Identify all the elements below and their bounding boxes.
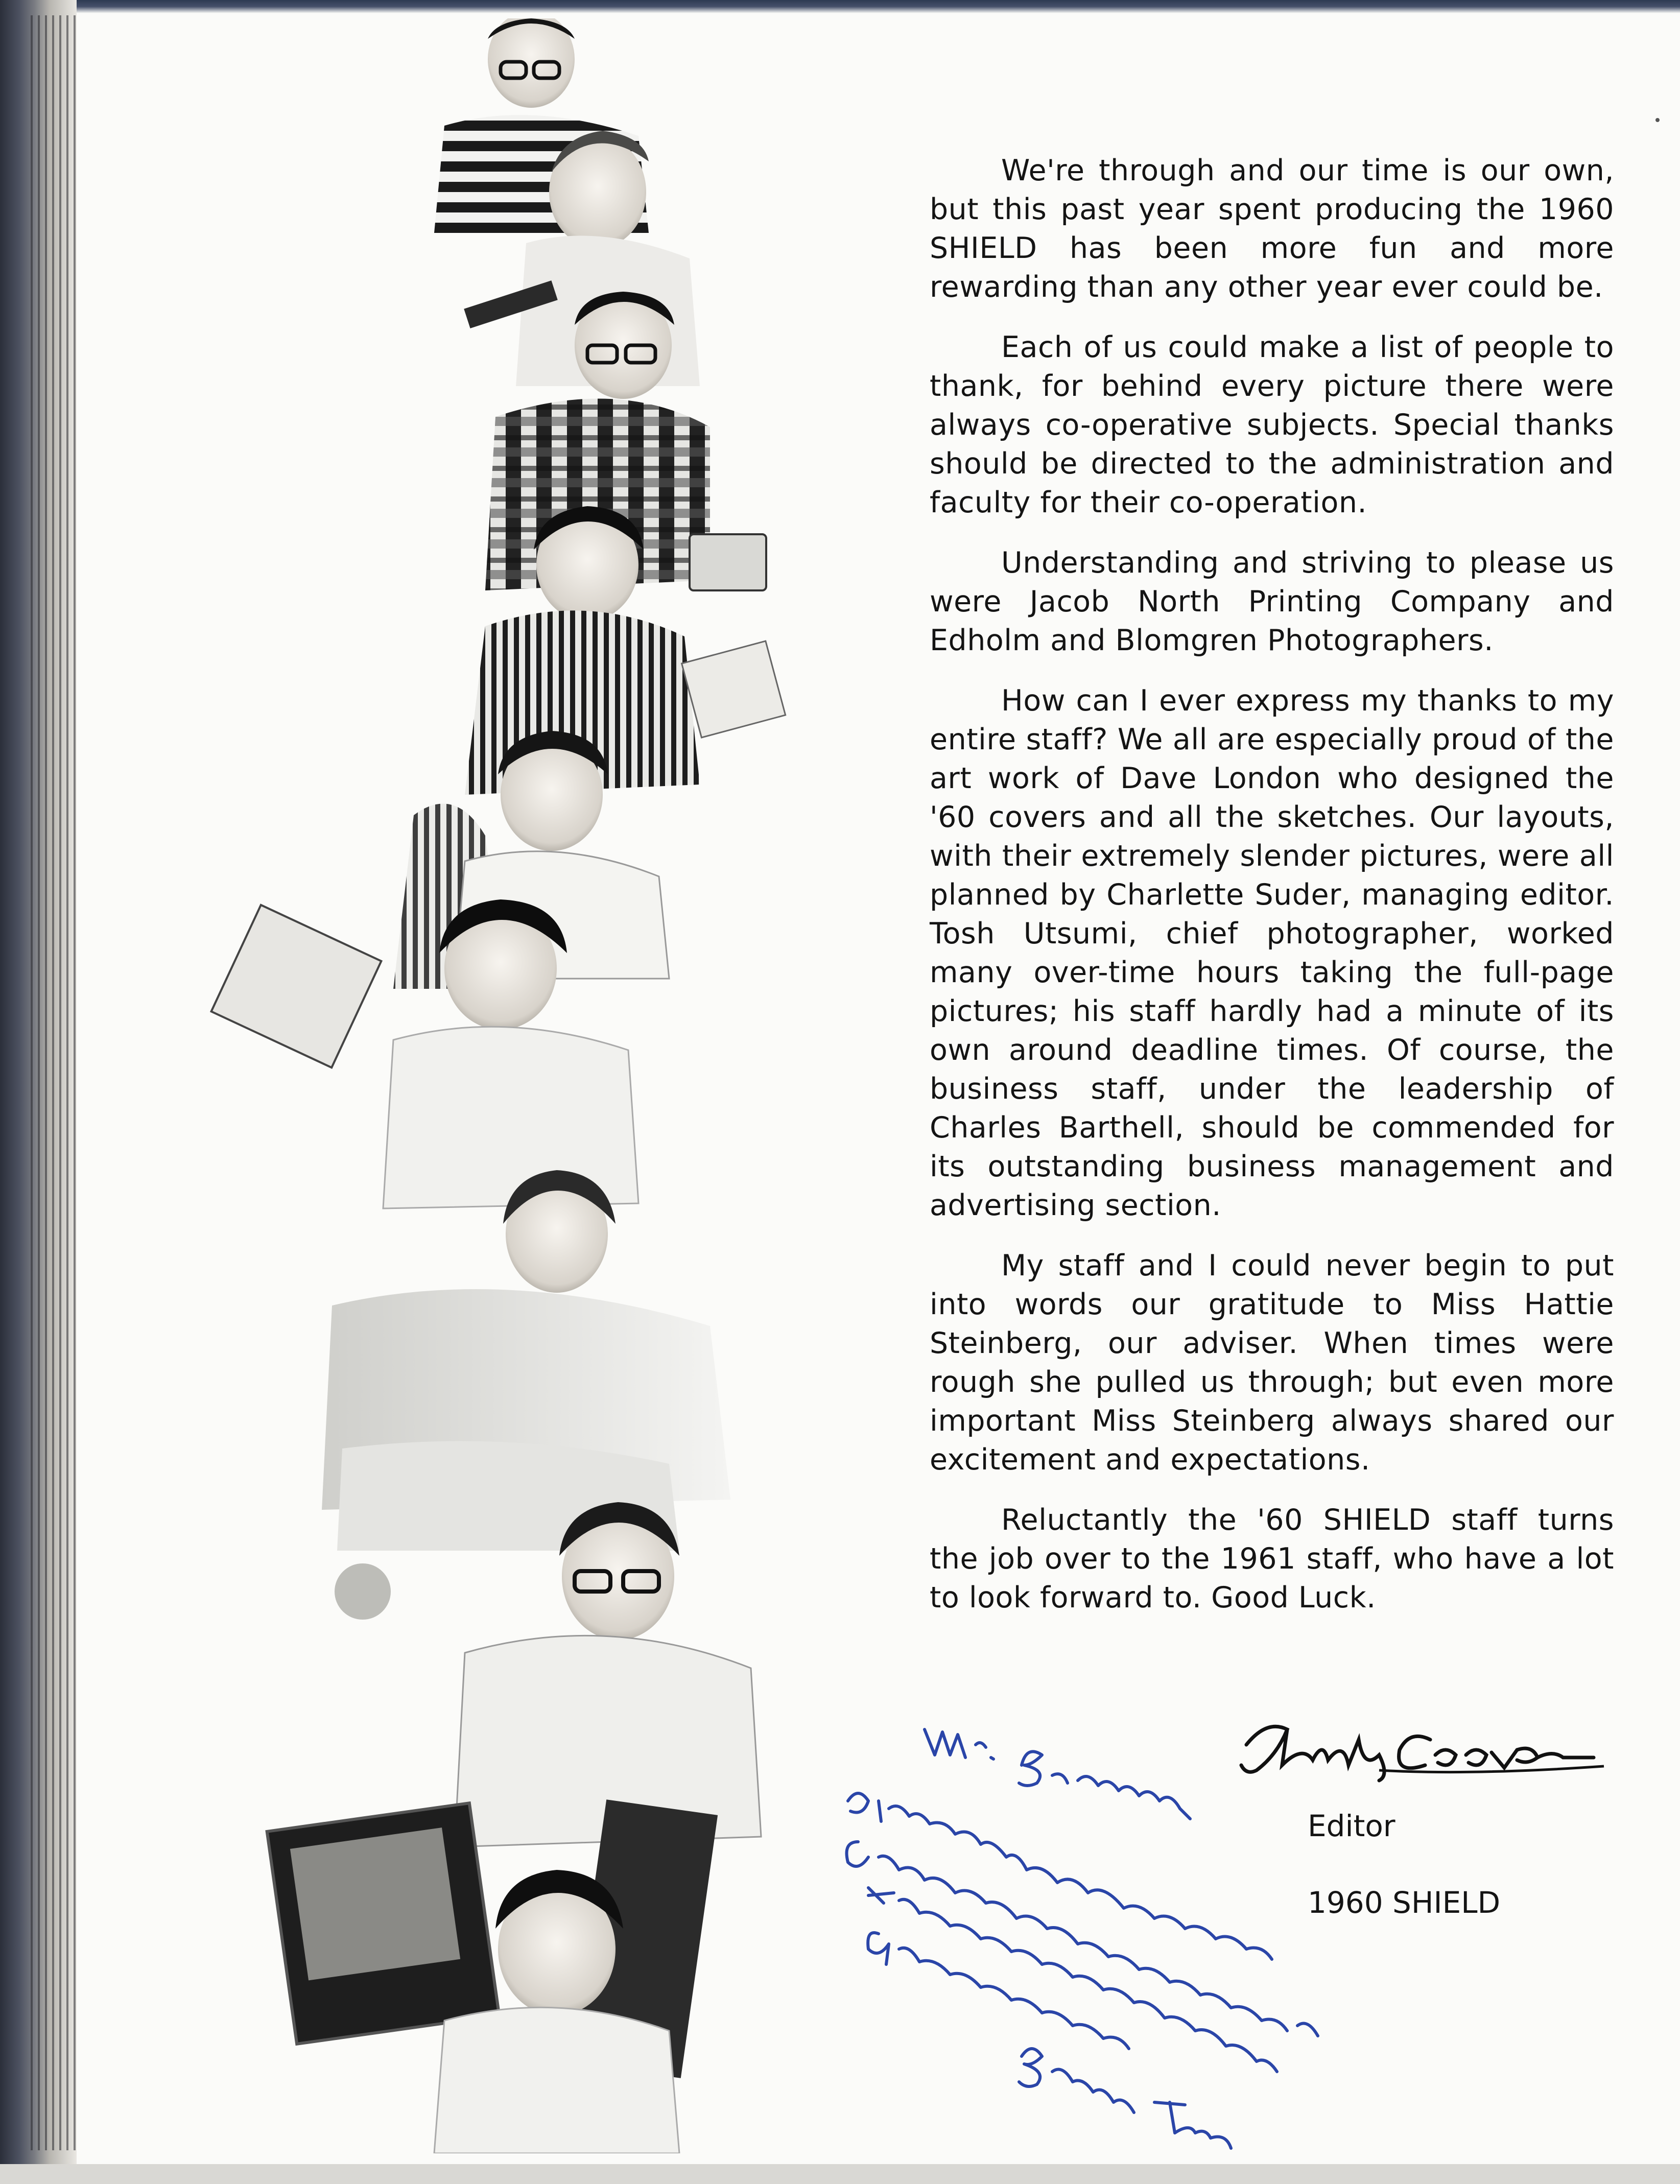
handwritten-note [838,1724,1502,2184]
cover-edge [77,0,1680,13]
letter-paragraph: My staff and I could never begin to put into words our gratitude to Miss Hattie Steinberg, our adviser. When times were rough she pulled us through; but even more important Miss Steinberg always shared our excitement and expectations. [930,1249,1614,1477]
letter-paragraph: Each of us could make a list of people to thank, for behind every picture there were always co-operative subjects. Special thanks should be directed to the administration and faculty for their co-operation. [930,330,1614,519]
letter-paragraph: How can I ever express my thanks to my entire staff? We all are especially proud of the art work of Dave London who designed the '60 covers and all the sketches. Our layouts, with their extremely slender pictures, were all planned by Charlette Suder, managing editor. Tosh Utsumi, chief photographer, worked many over-time hours taking the full-page pictures; his staff hardly had a minute of its own around deadline times. Of course, the business staff, under the leadership of Charles Barthell, should be commended for its outstanding business management and advertising section. [930,684,1614,1222]
handwritten-inscription [838,1724,1502,2184]
signer-title: Editor [1308,1809,1395,1843]
letter-paragraph: Reluctantly the '60 SHIELD staff turns the job over to the 1961 staff, who have a lot to look forward to. Good Luck. [930,1503,1614,1615]
yearbook-page [77,13,1680,2164]
editor-letter [930,151,1614,1639]
signer-publication: 1960 SHIELD [1308,1885,1501,1920]
letter-paragraph: Understanding and striving to please us were Jacob North Printing Company and Edholm and Blomgren Photographers. [930,546,1614,657]
letter-paragraph: We're through and our time is our own, but this past year spent producing the 1960 SHIELD has been more fun and more rewarding than any other year ever could be. [930,154,1614,304]
page-stack-edges [31,15,77,2150]
person-8 [455,1502,761,1847]
book-binding [0,0,77,2164]
staff-photo [199,18,833,2153]
page-mark [1655,118,1660,122]
person-5 [211,731,669,1067]
person-9 [267,1799,718,2153]
staff-photo-illustration [199,18,833,2153]
